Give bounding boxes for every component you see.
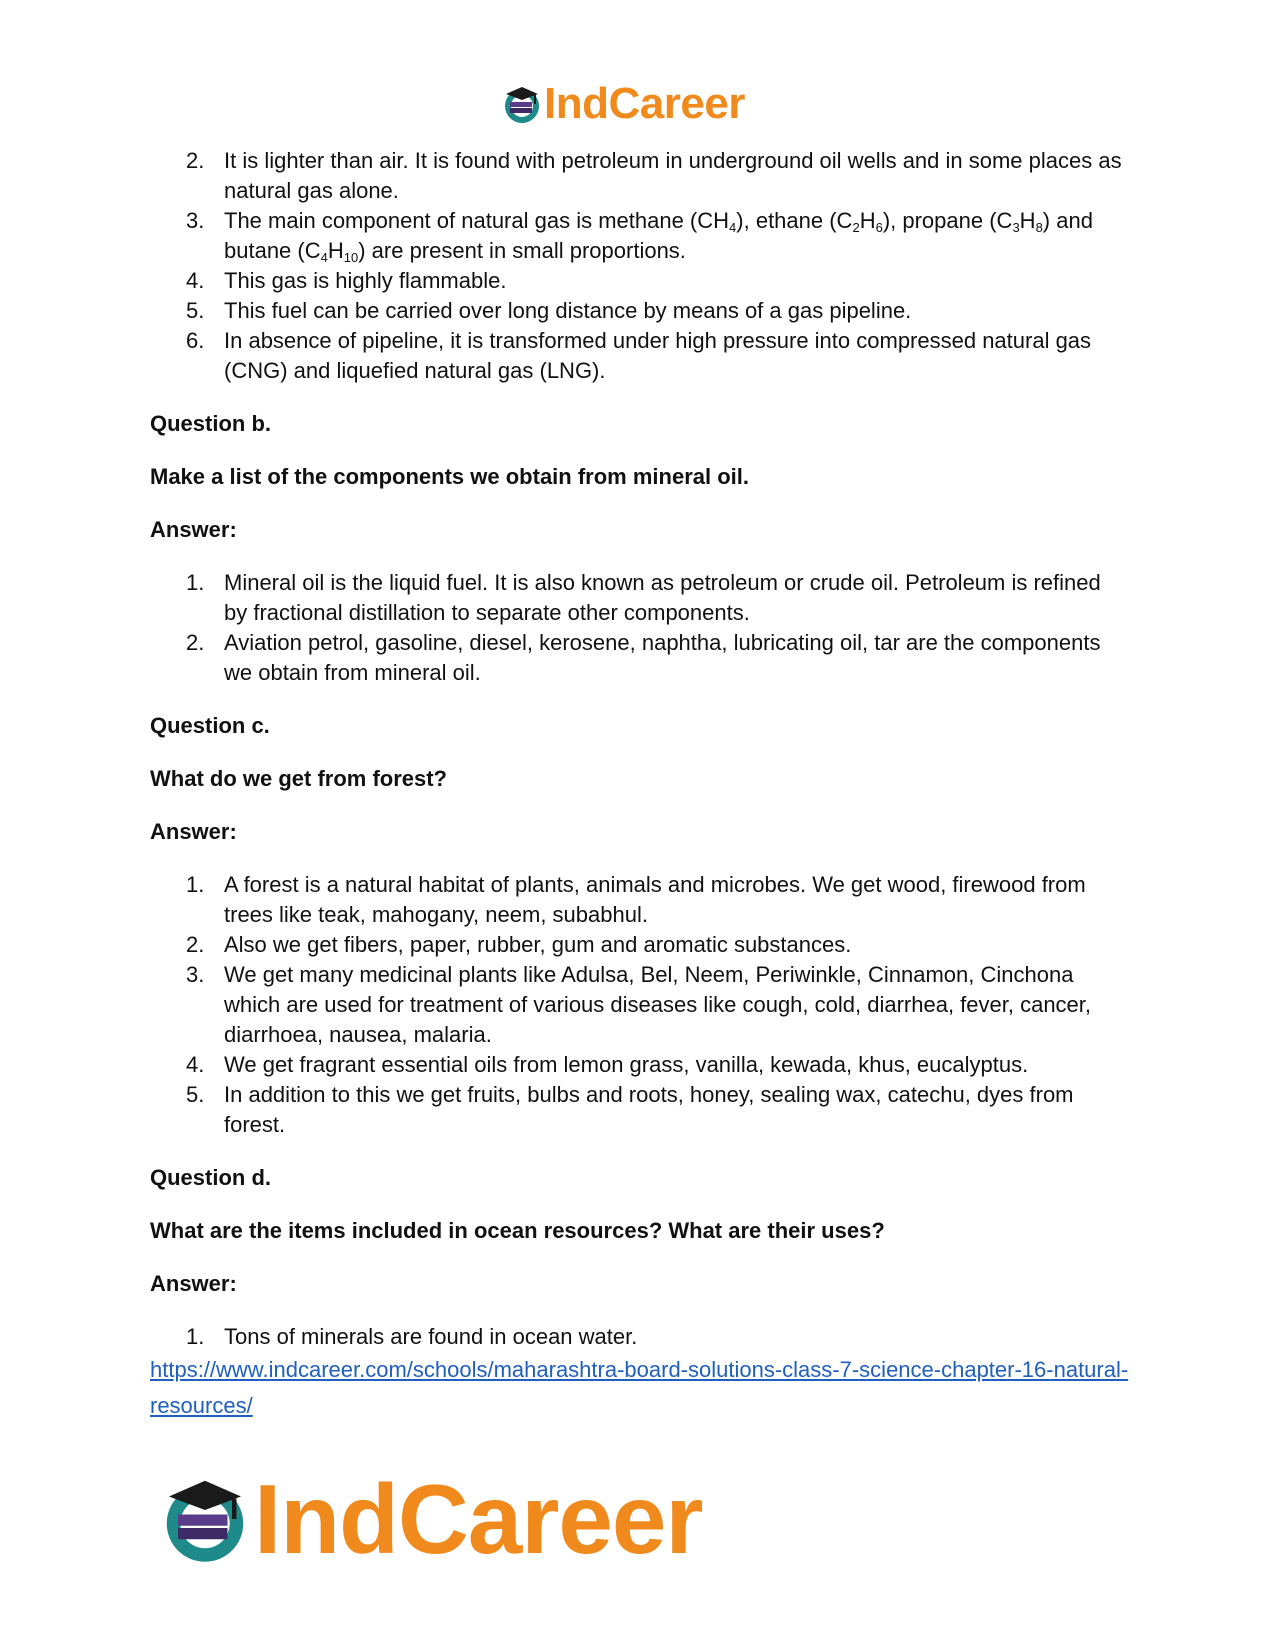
footer-logo <box>160 1464 703 1574</box>
list-text: This fuel can be carried over long distance by means of a gas pipeline. <box>224 298 912 323</box>
subscript: 4 <box>320 250 328 265</box>
list-text: H <box>1019 208 1036 233</box>
spacer <box>150 688 1130 711</box>
logo-text: IndCareer <box>544 79 745 128</box>
answer-list <box>150 1322 1130 1352</box>
list-item <box>150 296 1130 326</box>
list-item <box>150 146 1130 206</box>
indcareer-logo-icon <box>502 84 542 124</box>
list-number: 6. <box>186 328 205 353</box>
list-text: Tons of minerals are found in ocean water. <box>224 1324 638 1349</box>
subscript: 8 <box>1035 220 1043 235</box>
spacer <box>150 1140 1130 1163</box>
spacer <box>150 1299 1130 1322</box>
spacer <box>150 1246 1130 1269</box>
logo-text: IndCareer <box>254 1464 703 1574</box>
list-text: H <box>327 238 344 263</box>
list-item <box>150 960 1130 1050</box>
spacer <box>150 439 1130 462</box>
list-text: ) and butane (C <box>224 208 1093 263</box>
answer-label: Answer: <box>150 819 237 844</box>
subscript: 2 <box>852 220 860 235</box>
list-number: 2. <box>186 148 205 173</box>
subscript: 4 <box>729 220 737 235</box>
list-number: 2. <box>186 932 205 957</box>
answer-list <box>150 870 1130 1140</box>
list-item <box>150 1322 1130 1352</box>
indcareer-logo-icon <box>160 1474 250 1564</box>
list-number: 4. <box>186 268 205 293</box>
list-text: ) are present in small proportions. <box>358 238 686 263</box>
list-item <box>150 1050 1130 1080</box>
list-number: 2. <box>186 630 205 655</box>
subscript: 3 <box>1012 220 1020 235</box>
list-number: 3. <box>186 208 205 233</box>
list-text: It is lighter than air. It is found with petroleum in underground oil wells and in some places as natural gas alone. <box>224 148 1122 203</box>
list-number: 1. <box>186 570 205 595</box>
spacer <box>150 386 1130 409</box>
list-text: The main component of natural gas is methane (CH <box>224 208 730 233</box>
list-item <box>150 206 1130 266</box>
list-number: 5. <box>186 1082 205 1107</box>
continued-list <box>150 146 1130 386</box>
spacer <box>150 1193 1130 1216</box>
spacer <box>150 492 1130 515</box>
list-text: Mineral oil is the liquid fuel. It is also known as petroleum or crude oil. Petroleum is refined by fractional distillation to separate other components. <box>224 570 1101 625</box>
subscript: 6 <box>875 220 883 235</box>
list-text: This gas is highly flammable. <box>224 268 507 293</box>
list-number: 5. <box>186 298 205 323</box>
list-text: In addition to this we get fruits, bulbs and roots, honey, sealing wax, catechu, dyes from forest. <box>224 1082 1074 1137</box>
list-item <box>150 628 1130 688</box>
list-item <box>150 568 1130 628</box>
document-body <box>150 146 1130 1424</box>
list-text: H <box>859 208 876 233</box>
list-item <box>150 1080 1130 1140</box>
question-heading: Question c. <box>150 713 270 738</box>
list-item <box>150 870 1130 930</box>
list-text: In absence of pipeline, it is transformed under high pressure into compressed natural gas (CNG) and liquefied natural gas (LNG). <box>224 328 1092 383</box>
source-link[interactable]: https://www.indcareer.com/schools/maharashtra-board-solutions-class-7-science-chapter-16-natural-resources/ <box>150 1357 1129 1418</box>
list-item <box>150 930 1130 960</box>
answer-list <box>150 568 1130 688</box>
question-text: Make a list of the components we obtain from mineral oil. <box>150 464 749 489</box>
subscript: 10 <box>343 250 359 265</box>
list-number: 4. <box>186 1052 205 1077</box>
spacer <box>150 847 1130 870</box>
spacer <box>150 545 1130 568</box>
answer-label: Answer: <box>150 517 237 542</box>
list-text: Aviation petrol, gasoline, diesel, kerosene, naphtha, lubricating oil, tar are the components we obtain from mineral oil. <box>224 630 1101 685</box>
header-logo <box>502 79 745 128</box>
question-text: What are the items included in ocean resources? What are their uses? <box>150 1218 885 1243</box>
question-text: What do we get from forest? <box>150 766 447 791</box>
list-number: 1. <box>186 872 205 897</box>
list-text: Also we get fibers, paper, rubber, gum and aromatic substances. <box>224 932 852 957</box>
spacer <box>150 741 1130 764</box>
question-heading: Question b. <box>150 411 271 436</box>
list-number: 1. <box>186 1324 205 1349</box>
list-number: 3. <box>186 962 205 987</box>
question-heading: Question d. <box>150 1165 271 1190</box>
list-item <box>150 326 1130 386</box>
list-text: ), ethane (C <box>736 208 853 233</box>
list-item <box>150 266 1130 296</box>
spacer <box>150 794 1130 817</box>
list-text: A forest is a natural habitat of plants, animals and microbes. We get wood, firewood from trees like teak, mahogany, neem, subabhul. <box>224 872 1086 927</box>
list-text: We get fragrant essential oils from lemon grass, vanilla, kewada, khus, eucalyptus. <box>224 1052 1029 1077</box>
answer-label: Answer: <box>150 1271 237 1296</box>
list-text: ), propane (C <box>882 208 1013 233</box>
list-text: We get many medicinal plants like Adulsa, Bel, Neem, Periwinkle, Cinnamon, Cinchona which are used for treatment of various diseases like cough, cold, diarrhea, fever, cancer, diarrhoea, nausea, malaria. <box>224 962 1092 1047</box>
